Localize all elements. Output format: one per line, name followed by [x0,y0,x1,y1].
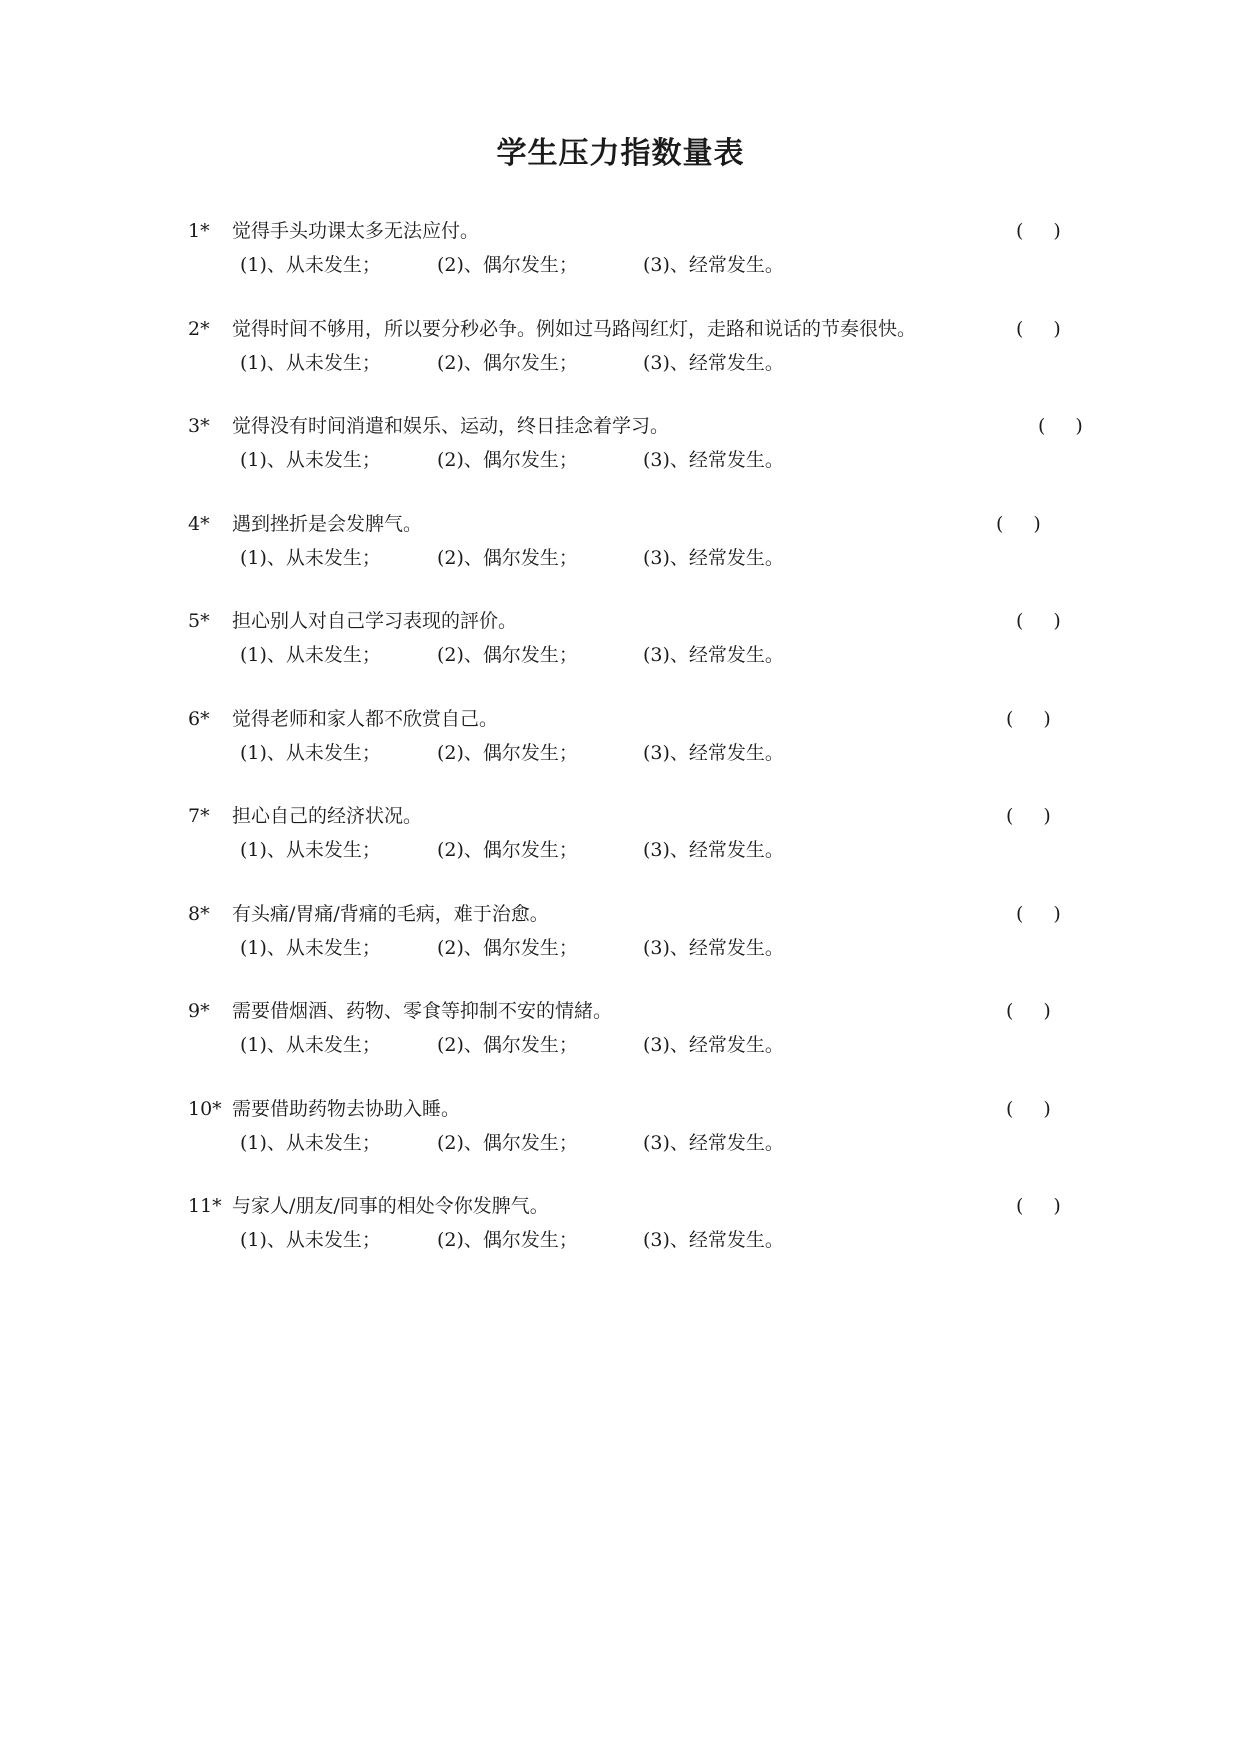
question-text: 觉得手头功课太多无法应付。 [232,220,480,242]
answer-close-paren: ) [1033,512,1041,535]
question-text: 担心别人对自己学习表现的評价。 [232,610,518,632]
answer-blank[interactable] [1016,315,1061,343]
answer-open-paren: ( [1006,1097,1014,1120]
option-never: (1)、从未发生； [240,546,381,569]
answer-close-paren: ) [1043,1000,1051,1022]
question-item [188,412,1088,510]
option-often: (3)、经常发生。 [643,546,784,569]
answer-blank[interactable] [1006,802,1051,830]
option-never: (1)、从未发生； [240,1034,381,1056]
option-occasionally: (2)、偶尔发生； [437,936,578,959]
answer-open-paren: ( [1016,902,1024,925]
answer-open-paren: ( [1038,415,1046,437]
question-number: 9* [188,1000,210,1022]
option-often: (3)、经常发生。 [643,449,784,471]
question-text: 需要借烟酒、药物、零食等抑制不安的情緒。 [232,1000,613,1022]
option-never: (1)、从未发生； [240,351,381,374]
answer-close-paren: ) [1053,317,1061,340]
answer-open-paren: ( [1006,805,1014,827]
page-title: 学生压力指数量表 [496,136,745,171]
option-often: (3)、经常发生。 [643,644,784,666]
option-occasionally: (2)、偶尔发生； [437,1229,578,1251]
option-often: (3)、经常发生。 [643,741,784,764]
option-often: (3)、经常发生。 [643,839,784,861]
option-occasionally: (2)、偶尔发生； [437,351,578,374]
option-never: (1)、从未发生； [240,644,381,666]
question-list [188,217,1088,1290]
option-occasionally: (2)、偶尔发生； [437,1034,578,1056]
answer-close-paren: ) [1043,1097,1051,1120]
option-occasionally: (2)、偶尔发生； [437,839,578,861]
option-never: (1)、从未发生； [240,254,381,276]
answer-close-paren: ) [1075,415,1083,437]
question-number: 4* [188,512,210,535]
question-number: 7* [188,805,210,827]
question-text: 觉得时间不够用，所以要分秒必争。例如过马路闯红灯，走路和说话的节奏很快。 [232,317,917,340]
question-number: 5* [188,610,210,632]
answer-blank[interactable] [1006,705,1051,733]
answer-blank[interactable] [1016,1192,1061,1220]
answer-open-paren: ( [1006,1000,1014,1022]
answer-open-paren: ( [1016,610,1024,632]
answer-blank[interactable] [1016,607,1061,635]
question-number: 3* [188,415,210,437]
question-text: 觉得老师和家人都不欣赏自己。 [232,707,499,730]
question-number: 11* [188,1195,222,1217]
question-item [188,802,1088,900]
question-number: 6* [188,707,210,730]
question-number: 10* [188,1097,222,1120]
question-text: 遇到挫折是会发脾气。 [232,512,423,535]
option-never: (1)、从未发生； [240,741,381,764]
option-occasionally: (2)、偶尔发生； [437,644,578,666]
option-occasionally: (2)、偶尔发生； [437,1131,578,1154]
question-item [188,900,1088,998]
question-item [188,997,1088,1095]
answer-close-paren: ) [1053,1195,1061,1217]
option-occasionally: (2)、偶尔发生； [437,741,578,764]
option-often: (3)、经常发生。 [643,1229,784,1251]
answer-blank[interactable] [1006,1095,1051,1123]
answer-blank[interactable] [1038,412,1083,440]
question-text: 担心自己的经济状况。 [232,805,423,827]
option-often: (3)、经常发生。 [643,1034,784,1056]
answer-open-paren: ( [1016,1195,1024,1217]
question-text: 需要借助药物去协助入睡。 [232,1097,461,1120]
answer-close-paren: ) [1043,805,1051,827]
answer-open-paren: ( [1016,220,1024,242]
answer-open-paren: ( [996,512,1004,535]
option-often: (3)、经常发生。 [643,351,784,374]
option-often: (3)、经常发生。 [643,936,784,959]
answer-blank[interactable] [996,510,1041,538]
question-number: 8* [188,902,210,925]
question-item [188,1192,1088,1290]
question-text: 有头痛/胃痛/背痛的毛病，难于治愈。 [232,902,549,925]
question-number: 2* [188,317,210,340]
answer-close-paren: ) [1053,220,1061,242]
question-item [188,607,1088,705]
option-occasionally: (2)、偶尔发生； [437,449,578,471]
answer-open-paren: ( [1016,317,1024,340]
question-item [188,1095,1088,1193]
option-never: (1)、从未发生； [240,1131,381,1154]
option-often: (3)、经常发生。 [643,254,784,276]
option-never: (1)、从未发生； [240,839,381,861]
option-occasionally: (2)、偶尔发生； [437,254,578,276]
question-item [188,510,1088,608]
option-never: (1)、从未发生； [240,449,381,471]
answer-blank[interactable] [1016,900,1061,928]
answer-close-paren: ) [1043,707,1051,730]
question-item [188,217,1088,315]
answer-close-paren: ) [1053,902,1061,925]
question-item [188,315,1088,413]
answer-blank[interactable] [1006,997,1051,1025]
option-often: (3)、经常发生。 [643,1131,784,1154]
question-item [188,705,1088,803]
question-text: 觉得没有时间消遣和娱乐、运动，终日挂念着学习。 [232,415,670,437]
answer-open-paren: ( [1006,707,1014,730]
option-never: (1)、从未发生； [240,1229,381,1251]
answer-blank[interactable] [1016,217,1061,245]
question-text: 与家人/朋友/同事的相处令你发脾气。 [232,1195,549,1217]
question-number: 1* [188,220,210,242]
option-never: (1)、从未发生； [240,936,381,959]
answer-close-paren: ) [1053,610,1061,632]
option-occasionally: (2)、偶尔发生； [437,546,578,569]
